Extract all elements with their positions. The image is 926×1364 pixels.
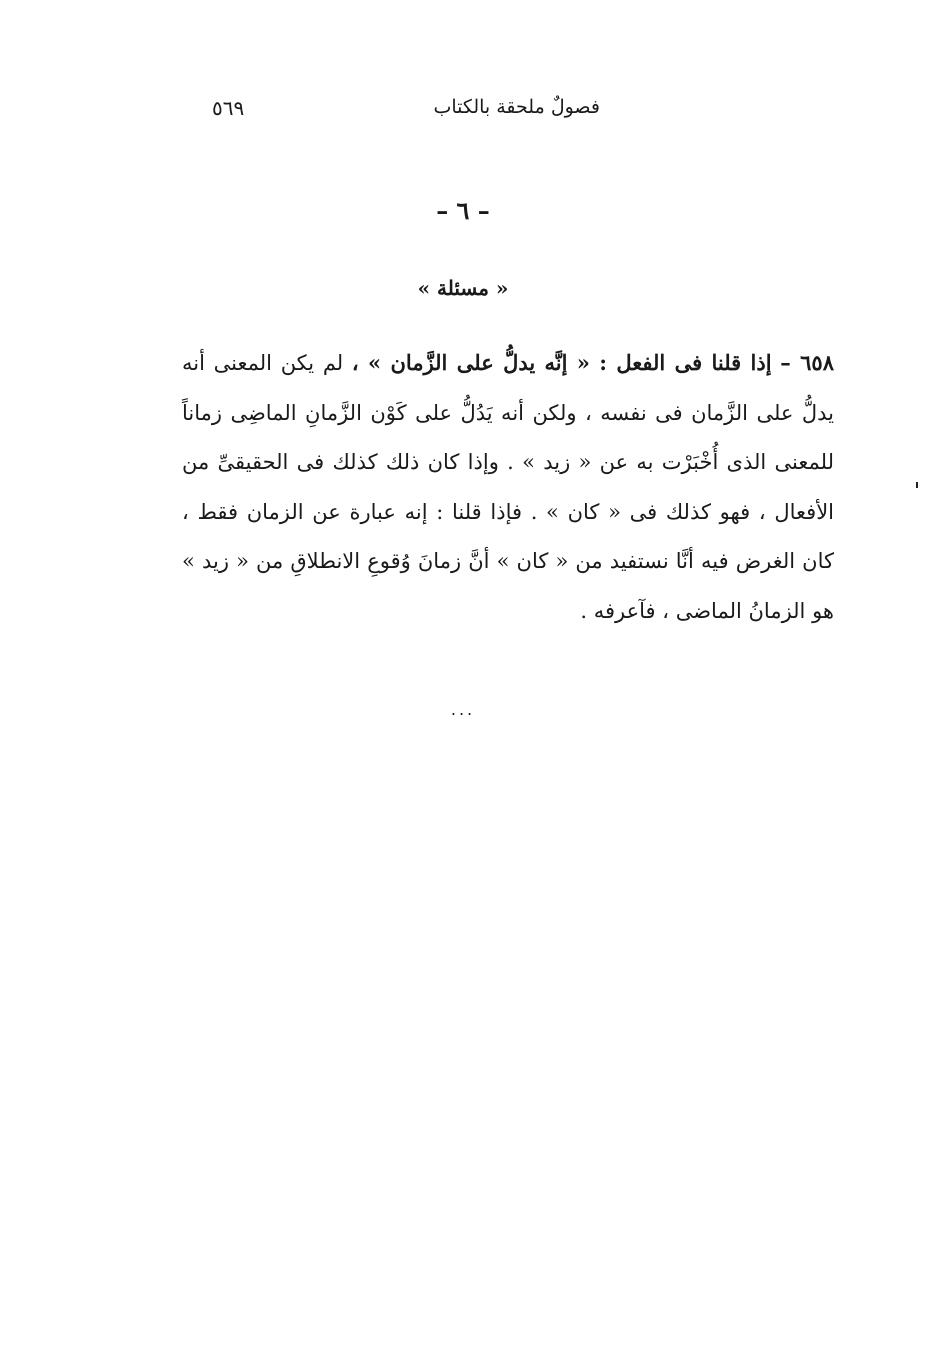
paragraph-text: لم يكن المعنى أنه يدلُّ على الزَّمان فى نفسه ، ولكن أنه يَدُلُّ على كَوْن الزَّمانِ الماضِى زماناً للمعنى الذى أُخْبَرْت به عن « زيد » . وإذا كان ذلك كذلك فى الحقيقىِّ من الأفعال ، فهو كذلك فى « كان » . فإذا قلنا : إنه عبارة عن الزمان فقط ، كان الغرض فيه أنَّا نستفيد من « كان » أنَّ زمانَ وُقوعِ الانطلاقِ من « زيد » هو الزمانُ الماضى ، فآعرفه . — [182, 351, 834, 623]
paragraph-number: ٦٥٨ – — [780, 350, 834, 375]
paragraph-lead: إذا قلنا فى الفعل : « إنَّه يدلُّ على الزَّمان » ، — [351, 350, 772, 375]
paragraph-658 — [182, 338, 834, 636]
section-heading: « مسئلة » — [417, 276, 509, 300]
end-mark: ... — [450, 700, 476, 719]
section-number: – ٦ – — [436, 196, 490, 225]
page-number: ٥٦٩ — [212, 96, 245, 120]
running-header — [180, 96, 600, 126]
margin-speck — [916, 482, 918, 488]
header-title: فصولٌ ملحقة بالكتاب — [433, 96, 600, 118]
